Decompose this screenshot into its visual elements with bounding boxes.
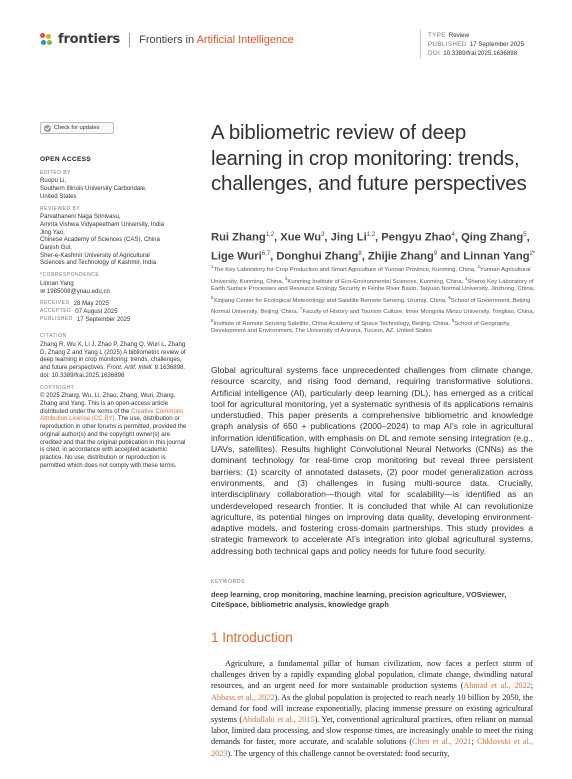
author-name[interactable]: Xue Wu bbox=[280, 231, 322, 244]
affiliation-text: Faculty of History and Tourism Culture, Inner Mongolia Minzu University, Tongliao, China, bbox=[302, 309, 535, 316]
affiliation-text: Institute of Remote Sensing Satellite, China Academy of Space Technology, Beijing, China, bbox=[213, 320, 452, 327]
citation-link[interactable]: Abbass et al., 2022 bbox=[211, 692, 275, 702]
journal-name[interactable]: Frontiers in Artificial Intelligence bbox=[139, 33, 294, 46]
brand-name: frontiers bbox=[58, 32, 121, 47]
accepted-date: ACCEPTED 07 August 2025 bbox=[40, 307, 118, 315]
author-affiliation-mark: 1,2 bbox=[366, 232, 376, 238]
doi-link[interactable]: 10.3389/frai.2025.1636898 bbox=[443, 50, 518, 58]
affiliation-number: 3 bbox=[284, 275, 288, 281]
check-circle-icon bbox=[44, 125, 51, 132]
reviewed-by-list bbox=[40, 213, 190, 267]
affiliation-text: Shanxi Key Laboratory of Earth Surface Processes and Resource Ecology Security in Fenhe River Basin, Taiyuan Normal University, Jinzhong, China, bbox=[211, 278, 535, 293]
affiliation-number: 6 bbox=[448, 294, 451, 300]
author-affiliation-mark: 2* bbox=[529, 250, 536, 257]
author-affiliation-mark: 5 bbox=[523, 232, 527, 238]
citation-link[interactable]: Ahmad et al., 2022 bbox=[463, 681, 531, 691]
reviewer-line: Sher-e-Kashmir University of Agricultural bbox=[40, 251, 150, 259]
author-affiliation-mark: 4 bbox=[451, 232, 455, 238]
author-name[interactable]: Donghui Zhang bbox=[276, 250, 359, 263]
open-access-label: OPEN ACCESS bbox=[40, 156, 92, 163]
correspondence-name: Linnan Yang bbox=[40, 279, 74, 287]
received-date: RECEIVED 28 May 2025 bbox=[40, 300, 109, 308]
reviewer-line: Sciences and Technology of Kashmir, India bbox=[40, 259, 157, 267]
author-affiliation-mark: 8 bbox=[358, 250, 362, 257]
author-name[interactable]: Qing Zhang bbox=[461, 231, 524, 244]
author-affiliation-mark: 6,7 bbox=[261, 250, 271, 257]
citation-text: Zhang R, Wu X, Li J, Zhao P, Zhang Q, Wuri L, Zhang D, Zhang Z and Yang L (2025) A bibliometric review of deep learning in crop monitoring: trends, challenges, and future perspectives. Front. Artif. Intell. 8:1636898. doi: 10.3389/frai.2025.1636898 bbox=[40, 341, 186, 379]
reviewer-line: Chinese Academy of Sciences (CAS), China bbox=[40, 236, 160, 244]
affiliation-number: 4 bbox=[464, 275, 468, 281]
cc-by-license-link[interactable]: Creative Commons Attribution License (CC BY) bbox=[40, 407, 184, 423]
reviewer-line: Danish Gul, bbox=[40, 244, 72, 252]
published-date-side: PUBLISHED 17 September 2025 bbox=[40, 315, 131, 323]
author-affiliation-mark: 9 bbox=[433, 250, 438, 257]
body-text: ). Yet, conventional agricultural practices, often reliant on manual labor, limited data processing, and slow response times, are increasingly unable to meet the rising demands for faster, more accurate, and scalable solutions ( bbox=[211, 715, 533, 747]
affiliation-number: 1 bbox=[211, 264, 214, 269]
correspondence-email[interactable]: ✉ 1985008@ynau.edu.cn bbox=[40, 287, 110, 295]
body-text: Agriculture, a fundamental pillar of human civilization, now faces a perfect storm of challenges driven by a rapidly expanding global population, climate change, dwindling natural resources, and an urgent need for more sustainable production systems ( bbox=[211, 659, 533, 691]
keywords-label: KEYWORDS bbox=[211, 579, 245, 585]
abstract: Global agricultural systems face unprecedented challenges from climate change, resource scarcity, and rising food demand, requiring transformative solutions. Artificial intelligence (AI), particularly deep learning (DL), has emerged as a critical tool for agricultural monitoring, yet a systematic synthesis of its applications remains understudied. This paper presents a comprehensive bibliometric and knowledge graph analysis of 650 + publications (2000–2024) to map AI's role in agricultural information identification, with emphasis on DL and remote sensing integration (e.g., UAVs, satellites). Results highlight Convolutional Neural Networks (CNNs) as the dominant technology for real-time crop monitoring but reveal three persistent barriers: (1) scarcity of annotated datasets, (2) poor model generalization across environments, and (3) challenges in fusing multi-source data. Crucially, interdisciplinary collaboration—though vital for scalability—is identified as an underdeveloped research frontier. It is concluded that while AI can revolutionize agriculture, its potential hinges on improving data quality, developing environment-adaptive models, and fostering cross-domain partnerships. This study provides a strategic framework to accelerate AI's integration into global agricultural systems, addressing both technical gaps and policy needs for future food security. bbox=[211, 365, 533, 556]
author-affiliation-mark: 3 bbox=[321, 232, 325, 238]
frontiers-logo-icon bbox=[40, 33, 54, 47]
affiliation-text: School of Geography, Development and Environment, The University of Arizona, Tucson, AZ, United States bbox=[211, 320, 511, 335]
body-text: ). As the global population is projected to reach nearly 10 billion by 2050, the demand for food will increase exponentially, placing immense pressure on existing agricultural systems ( bbox=[211, 692, 533, 725]
body-text: ; bbox=[530, 681, 533, 691]
affiliation-number: 5 bbox=[211, 294, 214, 300]
citation-link[interactable]: Abdullahi et al., 2015 bbox=[242, 715, 315, 725]
editor-line: Southern Illinois University Carbondale, bbox=[40, 185, 147, 193]
journal-header bbox=[40, 32, 294, 47]
body-text: ; bbox=[471, 737, 477, 747]
affiliation-number: 7 bbox=[299, 306, 303, 312]
section-heading: 1 Introduction bbox=[211, 630, 293, 645]
introduction-body bbox=[211, 658, 533, 759]
affiliation-text: School of Government, Beijing Normal University, Beijing, China, bbox=[211, 297, 531, 316]
edited-by-list bbox=[40, 177, 190, 200]
affiliation-list bbox=[211, 263, 536, 336]
copyright-text: © 2025 Zhang, Wu, Li, Zhao, Zhang, Wuri, Zhang, Zhang and Yang. This is an open-access article distributed under the terms of the Creative Commons Attribution License (CC BY). The use, distribution or reproduction in other forums is permitted, provided the original author(s) and the copyright owner(s) are credited and that the original publication in this journal is cited, in accordance with accepted academic practice. No use, distribution or reproduction is permitted which does not comply with these terms. bbox=[40, 392, 187, 469]
article-type: Review bbox=[448, 32, 470, 39]
meta-divider bbox=[420, 30, 421, 58]
reviewer-line: Jing Yao, bbox=[40, 228, 65, 236]
affiliation-text: Yunnan Agricultural University, Kunming, China, bbox=[211, 266, 531, 285]
editor-line: Ruopu Li, bbox=[40, 177, 67, 185]
keywords: deep learning, crop monitoring, machine learning, precision agriculture, VOSviewer, CiteSpace, bibliometric analysis, knowledge graph bbox=[211, 590, 507, 610]
article-title: A bibliometric review of deep learning in crop monitoring: trends, challenges, and future perspectives bbox=[211, 121, 527, 195]
citation-link[interactable]: Chen et al., 2021 bbox=[412, 737, 472, 747]
author-name[interactable]: Pengyu Zhao bbox=[381, 231, 452, 244]
article-sidebar: OPEN ACCESS EDITED BY Ruopu Li, Southern Illinois University Carbondale, United States REVIEWED BY Parvathaneni Naga Srinivasu, Amrita Vishwa Vidyapeetham University, India Jing Yao, Chinese Academy of Sciences (CAS), China Danish Gul, Sher-e-Kashmir University of Agricultural Sciences and Technology of Kashmir, India *CORRESPONDENCE Linnan Yang ✉ 1985008@ynau.edu.cn RECEIVED 28 May 2025 ACCEPTED 07 August 2025 PUBLISHED 17 September 2025 CITATION Zhang R, Wu X, Li J, Zhao P, Zhang Q, Wuri L, Zhang D, Zhang Z and Yang L (2025) A bibliometric review of deep learning in crop monitoring: trends, challenges, and future perspectives. Front. Artif. Intell. 8:1636898. doi: 10.3389/frai.2025.1636898 COPYRIGHT © 2025 Zhang, Wu, Li, Zhao, Zhang, Wuri, Zhang, Zhang and Yang. This is an open-access article distributed under the terms of the Creative Commons Attribution License (CC BY). The use, distribution or reproduction in other forums is permitted, provided the original author(s) and the copyright owner(s) are credited and that the original publication in this journal is cited, in accordance with accepted academic practice. No use, distribution or reproduction is permitted which does not comply with these terms. bbox=[40, 156, 190, 469]
article-meta: TYPE Review PUBLISHED 17 September 2025 DOI 10.3389/frai.2025.1636898 bbox=[428, 32, 525, 58]
published-date: 17 September 2025 bbox=[469, 41, 525, 49]
affiliation-text: Xinjiang Center for Ecological Meteorology and Satellite Remote Sensing, Urumqi, China, bbox=[213, 297, 449, 304]
affiliation-text: Kunming Institute of Eco-Environmental Sciences, Kunming, China, bbox=[287, 278, 465, 285]
affiliation-number: 9 bbox=[451, 317, 455, 323]
affiliation-text: The Key Laboratory for Crop Production and Smart Agriculture of Yunnan Province, Kunming, China, bbox=[213, 266, 478, 273]
reviewer-line: Parvathaneni Naga Srinivasu, bbox=[40, 213, 121, 221]
author-name[interactable]: Zhijie Zhang bbox=[367, 250, 434, 263]
author-name[interactable]: Jing Li bbox=[330, 231, 367, 244]
author-list: Rui Zhang$^{1,2}$, Xue Wu$^3$, Jing Li$^{1,2}$, Pengyu Zhao$^4$, Qing Zhang$^5$, Lige Wuri$^{6,7}$, Donghui Zhang$^8$, Zhijie Zhang$^9$ and Linnan Yang$^{2*}$ bbox=[211, 231, 536, 263]
header-divider bbox=[129, 33, 130, 47]
author-name[interactable]: Rui Zhang bbox=[211, 231, 266, 244]
affiliation-number: 8 bbox=[211, 317, 214, 323]
body-text: ). The urgency of this challenge cannot be overstated: food security, bbox=[227, 748, 450, 758]
affiliation-number: 2 bbox=[477, 264, 480, 269]
author-affiliation-mark: 1,2 bbox=[265, 232, 275, 238]
author-name[interactable]: Lige Wuri bbox=[211, 250, 262, 263]
reviewer-line: Amrita Vishwa Vidyapeetham University, India bbox=[40, 220, 164, 228]
check-for-updates-button[interactable]: Check for updates bbox=[40, 122, 114, 134]
editor-line: United States bbox=[40, 192, 77, 200]
author-name[interactable]: Linnan Yang bbox=[463, 250, 530, 263]
citation-link[interactable]: Chklovski et al., 2023 bbox=[211, 737, 533, 758]
